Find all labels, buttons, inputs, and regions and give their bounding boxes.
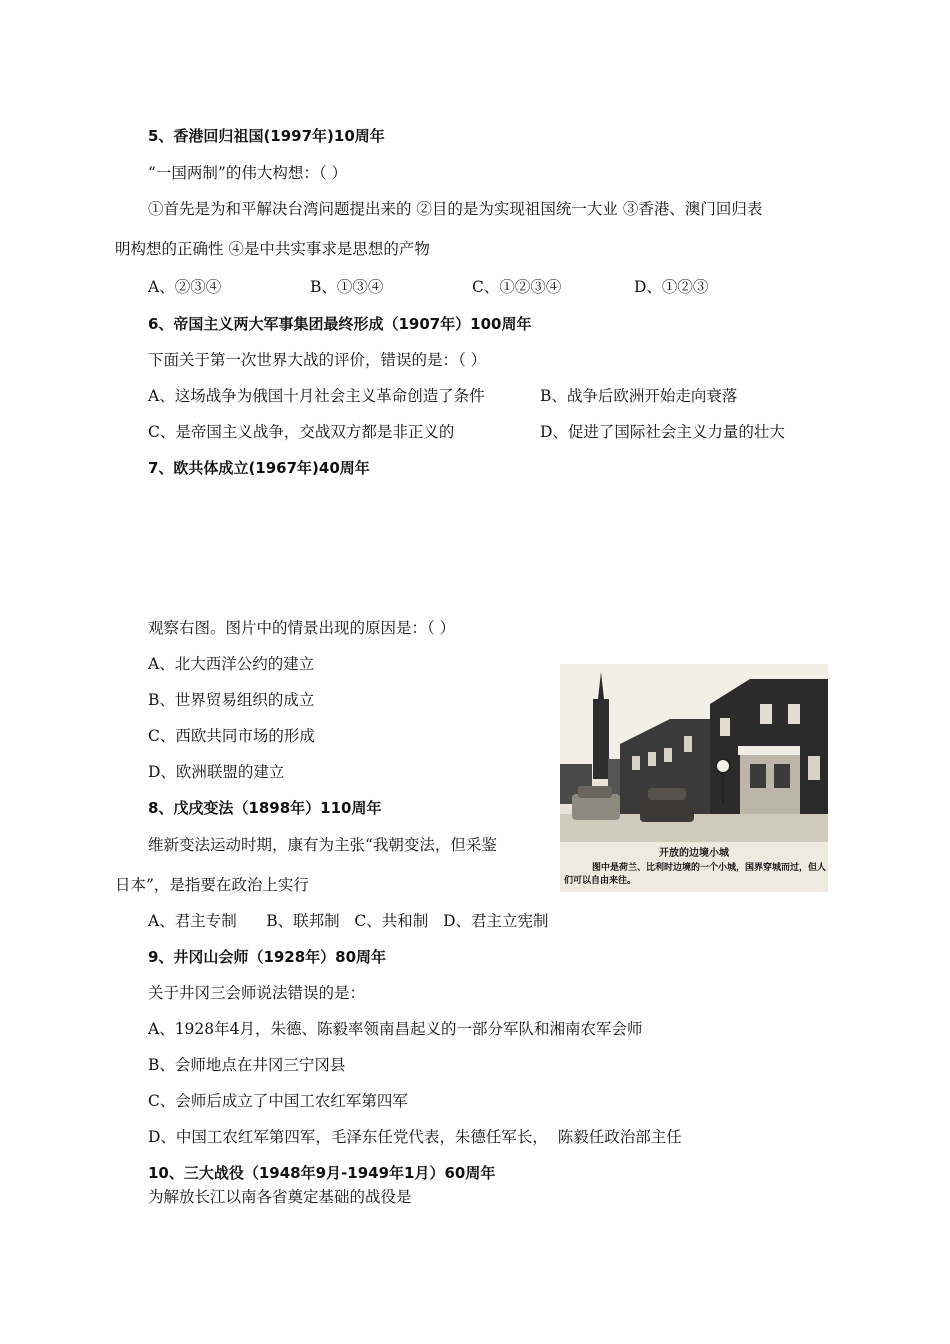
q9-option-b: B、会师地点在井冈三宁冈县 — [148, 1056, 346, 1074]
q6-option-d: D、促进了国际社会主义力量的壮大 — [540, 423, 785, 441]
q10-heading: 10、三大战役（1948年9月-1949年1月）60周年 — [148, 1164, 496, 1182]
q7-option-a: A、北大西洋公约的建立 — [148, 655, 315, 673]
q7-option-b: B、世界贸易组织的成立 — [148, 691, 315, 709]
q8-stem-line1: 维新变法运动时期，康有为主张“我朝变法，但采鉴 — [148, 836, 497, 854]
q5-option-d: D、①②③ — [634, 278, 709, 296]
q9-option-c: C、会师后成立了中国工农红军第四军 — [148, 1092, 408, 1110]
photo-caption-body: 图中是荷兰、比利时边境的一个小城，国界穿城而过，但人们可以自由来往。 — [564, 863, 827, 886]
border-town-photo — [560, 664, 828, 892]
q5-option-b: B、①③④ — [310, 278, 384, 296]
q9-option-d: D、中国工农红军第四军，毛泽东任党代表，朱德任军长， 陈毅任政治部主任 — [148, 1128, 682, 1146]
q5-statements-line2: 明构想的正确性 ④是中共实事求是思想的产物 — [115, 240, 430, 258]
q7-option-c: C、西欧共同市场的形成 — [148, 727, 315, 745]
q7-option-d: D、欧洲联盟的建立 — [148, 763, 285, 781]
q5-option-a: A、②③④ — [148, 278, 222, 296]
q6-option-a: A、这场战争为俄国十月社会主义革命创造了条件 — [148, 387, 485, 405]
q9-heading: 9、井冈山会师（1928年）80周年 — [148, 948, 387, 966]
q9-stem: 关于井冈三会师说法错误的是： — [148, 984, 366, 1002]
q7-stem: 观察右图。图片中的情景出现的原因是：（ ） — [148, 619, 456, 637]
street-scene-illustration — [560, 664, 828, 842]
q6-option-c: C、是帝国主义战争，交战双方都是非正义的 — [148, 423, 455, 441]
q8-options: A、君主专制 B、联邦制 C、共和制 D、君主立宪制 — [148, 912, 549, 930]
q10-stem: 为解放长江以南各省奠定基础的战役是 — [148, 1188, 412, 1206]
q6-heading: 6、帝国主义两大军事集团最终形成（1907年）100周年 — [148, 315, 532, 333]
q5-statements-line1: ①首先是为和平解决台湾问题提出来的 ②目的是为实现祖国统一大业 ③香港、澳门回归表 — [148, 200, 763, 218]
q5-heading: 5、香港回归祖国(1997年)10周年 — [148, 127, 385, 145]
q8-stem-line2: 日本”，是指要在政治上实行 — [115, 876, 309, 894]
q8-heading: 8、戊戌变法（1898年）110周年 — [148, 799, 382, 817]
q9-option-a: A、1928年4月，朱德、陈毅率领南昌起义的一部分军队和湘南农军会师 — [148, 1020, 643, 1038]
q6-option-b: B、战争后欧洲开始走向衰落 — [540, 387, 738, 405]
q6-stem: 下面关于第一次世界大战的评价，错误的是：（ ） — [148, 351, 487, 369]
q7-heading: 7、欧共体成立(1967年)40周年 — [148, 459, 370, 477]
photo-caption-title: 开放的边境小城 — [659, 848, 729, 859]
q5-option-c: C、①②③④ — [472, 278, 562, 296]
q5-stem: “一国两制”的伟大构想：（ ） — [148, 164, 348, 182]
